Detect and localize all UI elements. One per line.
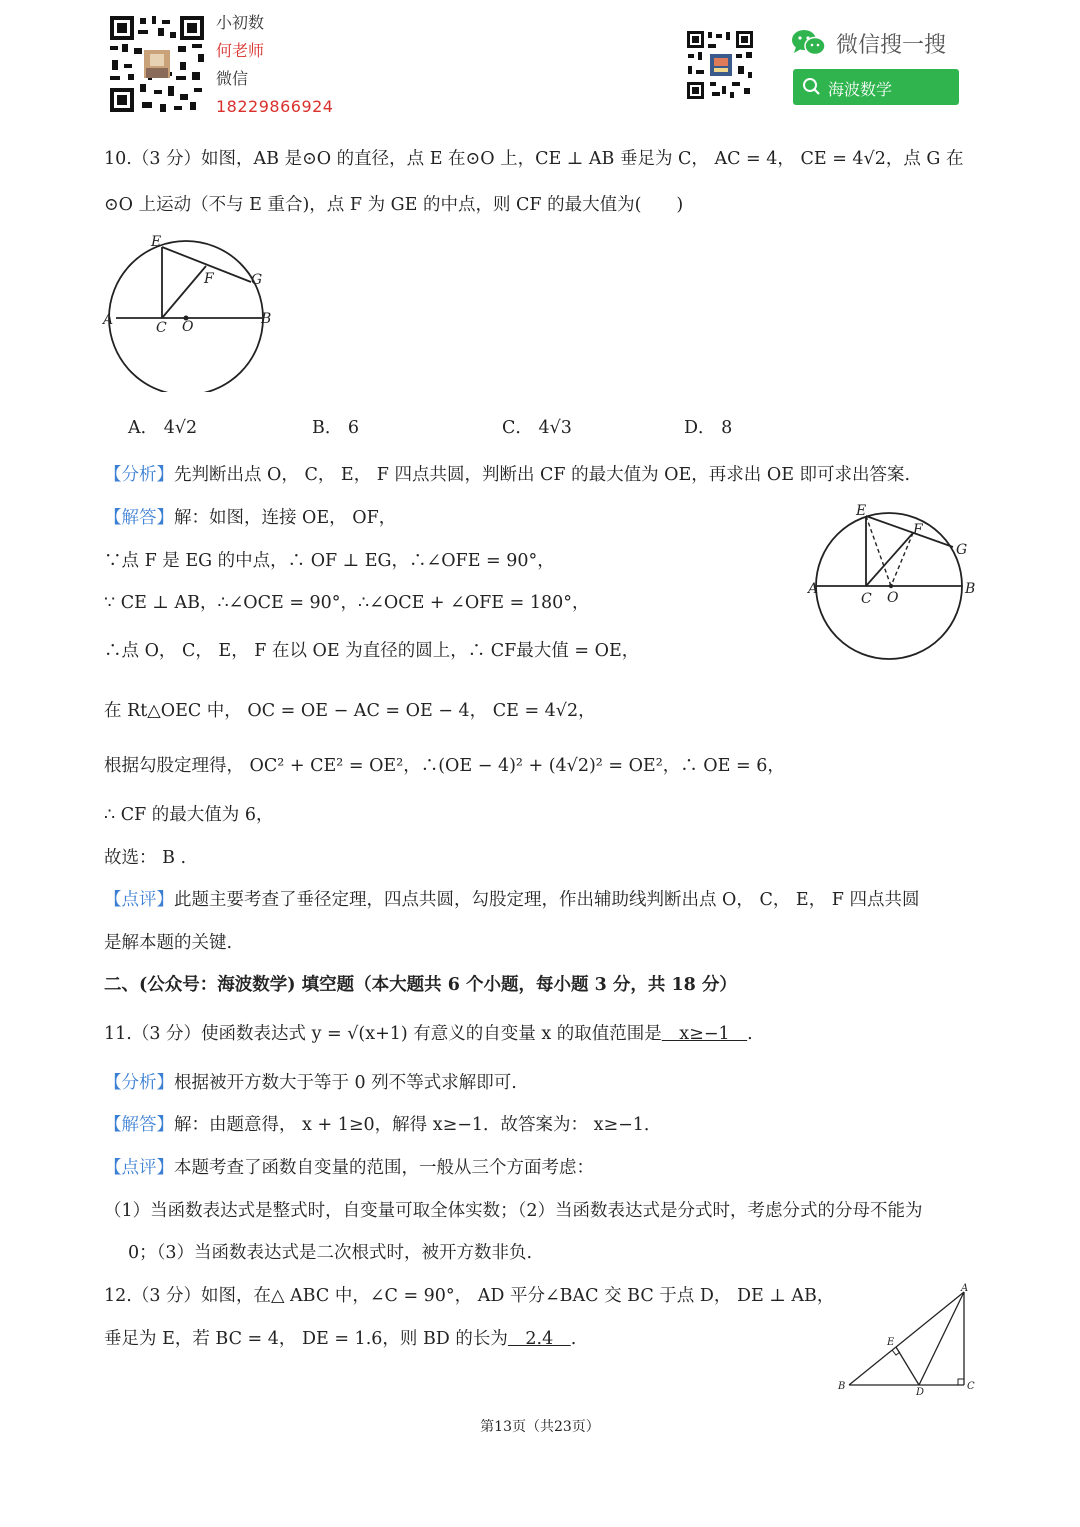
fig1-label-c: C [156,320,167,336]
qr-code-contact [108,14,206,114]
analysis-text: 根据被开方数大于等于 0 列不等式求解即可. [174,1073,517,1093]
fig2-dashed-oe [866,516,891,586]
fig3-label-e: E [887,1337,895,1348]
analysis-tag: 【分析】 [104,465,174,485]
fig3-label-b: B [838,1381,846,1392]
contact-label-2: 何老师 [216,41,265,60]
q11-solution [104,1112,661,1138]
fig3-side-ba [849,1292,964,1385]
figure-circle-q10 [100,232,285,392]
page-footer: 第13页（共23页） [480,1419,600,1435]
q10-solution-line3: ∵ CE ⊥ AB，∴∠OCE = 90°，∴∠OCE + ∠OFE = 180°， [104,593,590,613]
fig1-label-e: E [151,234,162,250]
q10-choice-b: B． 6 [312,418,360,438]
fig1-segment-cf [162,266,206,318]
wechat-search-box[interactable] [793,69,959,105]
fig2-label-e: E [856,503,867,519]
fig2-label-o: O [887,590,899,606]
q10-choice-c: C． 4√3 [502,418,572,438]
fig3-label-d: D [916,1387,925,1397]
fig2-dashed-of [891,533,913,586]
q12-stem-pre: 垂足为 E，若 BC = 4， DE = 1.6，则 BD 的长为 [104,1329,508,1349]
fig2-point-o [889,584,893,588]
wechat-logo-icon [791,29,827,57]
fig2-label-b: B [965,581,976,597]
analysis-tag: 【分析】 [104,1073,174,1093]
fig2-label-f: F [913,522,923,538]
q10-stem-line1: 10.（3 分）如图，AB 是⊙O 的直径，点 E 在⊙O 上，CE ⊥ AB 垂足为 C， AC = 4， CE = 4√2，点 G 在 [104,149,964,169]
q10-comment-line2: 是解本题的关键. [104,933,233,953]
q10-stem-line2: ⊙O 上运动（不与 E 重合)，点 F 为 GE 的中点，则 CF 的最大值为( ) [104,195,684,215]
comment-tag: 【点评】 [104,890,174,910]
comment-tag: 【点评】 [104,1158,174,1178]
q10-solution-line7: ∴ CF 的最大值为 6， [104,805,274,825]
q12-stem-line1: 12.（3 分）如图，在△ ABC 中，∠C = 90°， AD 平分∠BAC 交 BC 于点 D， DE ⊥ AB， [104,1286,835,1306]
qr-code-wechat [686,30,754,100]
fig3-right-angle-c [958,1379,964,1385]
fig2-label-c: C [861,591,872,607]
q12-stem-post: . [570,1329,577,1349]
q10-solution-line2: ∵点 F 是 EG 的中点，∴ OF ⊥ EG，∴∠OFE = 90°， [104,551,555,571]
search-icon [802,77,822,97]
solution-tag: 【解答】 [104,1115,174,1135]
q10-comment-line1 [104,887,919,913]
q11-answer: x≥−1 [661,1024,748,1044]
section-heading: 二、(公众号：海波数学) 填空题（本大题共 6 个小题，每小题 3 分，共 18 分） [104,975,737,995]
figure-circle-solution [805,500,985,665]
q12-answer: 2.4 [507,1329,571,1349]
comment-text: 本题考查了函数自变量的范围，一般从三个方面考虑： [174,1158,594,1178]
q10-choice-d: D． 8 [684,418,733,438]
q10-solution-line8: 故选： B . [104,848,187,868]
q10-solution-line6: 根据勾股定理得， OC² + CE² = OE²，∴(OE − 4)² + (4√2)² = OE²，∴ OE = 6， [104,756,785,776]
solution-text: 解：由题意得， x + 1≥0，解得 x≥−1．故答案为： x≥−1． [174,1115,662,1135]
analysis-text: 先判断出点 O， C， E， F 四点共圆，判断出 CF 的最大值为 OE，再求出 OE 即可求出答案. [174,465,911,485]
q11-analysis [104,1070,517,1096]
fig2-label-a: A [808,581,819,597]
fig2-segment-cf [866,533,913,586]
q10-solution-line4: ∴点 O， C， E， F 在以 OE 为直径的圆上，∴ CF最大值 = OE， [104,641,640,661]
q12-stem-line2 [104,1326,576,1352]
comment-text: 此题主要考查了垂径定理，四点共圆，勾股定理，作出辅助线判断出点 O， C， E， F 四点共圆 [174,890,920,910]
figure-triangle-q12 [832,1282,982,1397]
fig3-segment-ad [919,1292,964,1385]
q11-comment-detail2: 0；（3）当函数表达式是二次根式时，被开方数非负. [128,1243,533,1263]
fig1-label-g: G [251,272,263,288]
wechat-search-query: 海波数学 [828,80,893,99]
q11-stem-pre: 11.（3 分）使函数表达式 y = √(x+1) 有意义的自变量 x 的取值范围是 [104,1024,662,1044]
fig3-label-c: C [967,1381,975,1392]
q11-comment [104,1155,594,1181]
fig1-label-o: O [182,319,194,335]
q10-solution-line1 [104,505,396,531]
fig3-label-a: A [961,1283,969,1294]
q11-stem [104,1021,753,1047]
q11-stem-post: . [747,1024,753,1044]
solution-text: 解：如图，连接 OE， OF， [174,508,397,528]
q10-analysis [104,462,910,488]
fig1-label-a: A [103,312,114,328]
fig1-label-f: F [204,271,214,287]
fig1-label-b: B [261,311,272,327]
contact-label-3: 微信 [216,69,249,88]
q11-comment-detail1: （1）当函数表达式是整式时，自变量可取全体实数；（2）当函数表达式是分式时，考虑分式的分母不能为 [104,1201,923,1221]
fig2-label-g: G [956,542,968,558]
contact-phone: 18229866924 [216,97,334,116]
q10-choice-a: A． 4√2 [128,418,198,438]
q10-solution-line5: 在 Rt△OEC 中， OC = OE − AC = OE − 4， CE = 4√2， [104,701,596,721]
contact-label-1: 小初数 [216,13,265,32]
wechat-search-title: 微信搜一搜 [836,33,947,58]
solution-tag: 【解答】 [104,508,174,528]
